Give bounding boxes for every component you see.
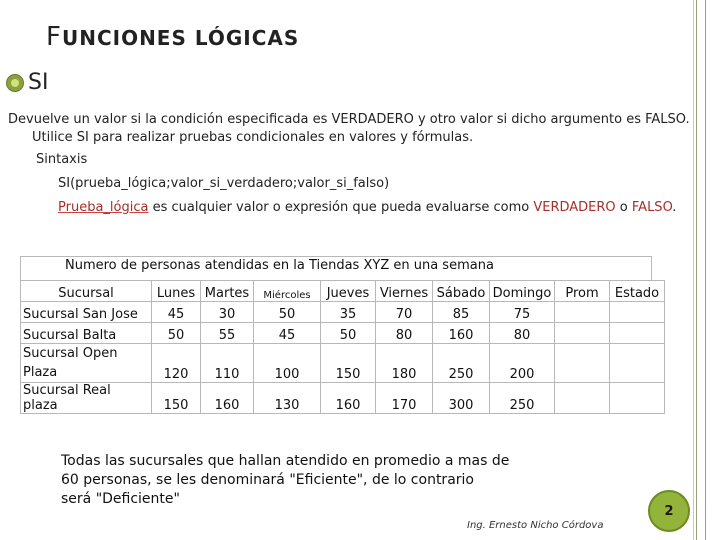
header-cell: Martes bbox=[201, 281, 254, 302]
table-cell: 160 bbox=[433, 323, 490, 344]
table-row bbox=[21, 323, 665, 344]
table-cell: 30 bbox=[201, 302, 254, 323]
decorative-right-line bbox=[693, 0, 694, 540]
header-cell: Sucursal bbox=[21, 281, 152, 302]
row-name: Sucursal Real plaza bbox=[21, 383, 152, 414]
table-cell: 150 bbox=[152, 383, 201, 414]
table-cell: 45 bbox=[254, 323, 321, 344]
section-heading: SI bbox=[28, 70, 49, 95]
table-cell: 250 bbox=[490, 383, 555, 414]
table-cell: 100 bbox=[254, 344, 321, 383]
syntax-formula: SI(prueba_lógica;valor_si_verdadero;valor_si_falso) bbox=[58, 176, 390, 191]
table-cell: 150 bbox=[321, 344, 376, 383]
table-cell: 110 bbox=[201, 344, 254, 383]
prom-cell bbox=[555, 323, 610, 344]
header-cell: Domingo bbox=[490, 281, 555, 302]
table-cell: 50 bbox=[321, 323, 376, 344]
table-header-row bbox=[21, 281, 665, 302]
table-cell: 45 bbox=[152, 302, 201, 323]
table-row bbox=[21, 344, 665, 383]
row-name: Sucursal Balta bbox=[21, 323, 152, 344]
table-cell: 35 bbox=[321, 302, 376, 323]
instruction-note: Todas las sucursales que hallan atendido en promedio a mas de 60 personas, se les denominará "Eficiente", de lo contrario será "Deficiente" bbox=[61, 453, 510, 507]
table-cell: 75 bbox=[490, 302, 555, 323]
header-cell: Lunes bbox=[152, 281, 201, 302]
header-cell: Sábado bbox=[433, 281, 490, 302]
true-word: VERDADERO bbox=[533, 200, 616, 215]
syntax-label: Sintaxis bbox=[36, 152, 88, 167]
prom-cell bbox=[555, 302, 610, 323]
row-name: Sucursal San Jose bbox=[21, 302, 152, 323]
header-cell: Jueves bbox=[321, 281, 376, 302]
table-row bbox=[21, 302, 665, 323]
page-title: FUNCIONES LÓGICAS bbox=[46, 22, 300, 52]
table-cell: 80 bbox=[376, 323, 433, 344]
estado-cell bbox=[610, 302, 665, 323]
bullet-circle-icon bbox=[6, 74, 24, 92]
table-cell: 130 bbox=[254, 383, 321, 414]
false-word: FALSO bbox=[631, 200, 673, 215]
table-cell: 160 bbox=[201, 383, 254, 414]
estado-cell bbox=[610, 344, 665, 383]
estado-cell bbox=[610, 323, 665, 344]
definition-term: Prueba_lógica bbox=[58, 200, 149, 215]
table-cell: 55 bbox=[201, 323, 254, 344]
table-cell: 180 bbox=[376, 344, 433, 383]
table-cell: 160 bbox=[321, 383, 376, 414]
definition: Prueba_lógica es cualquier valor o expresión que pueda evaluarse como VERDADERO o FALSO. bbox=[58, 200, 677, 215]
decorative-right-border bbox=[696, 0, 706, 540]
prom-cell bbox=[555, 344, 610, 383]
table-cell: 120 bbox=[152, 344, 201, 383]
table-cell: 50 bbox=[152, 323, 201, 344]
table-cell: 200 bbox=[490, 344, 555, 383]
header-cell: Viernes bbox=[376, 281, 433, 302]
table-cell: 70 bbox=[376, 302, 433, 323]
table-cell: 250 bbox=[433, 344, 490, 383]
row-name: Sucursal Open Plaza bbox=[21, 344, 152, 383]
header-cell: Miércoles bbox=[254, 281, 321, 302]
table-row bbox=[21, 383, 665, 414]
page-number: 2 bbox=[648, 490, 690, 532]
prom-cell bbox=[555, 383, 610, 414]
description-line-1: Devuelve un valor si la condición especificada es VERDADERO y otro valor si dicho argumento es FALSO. bbox=[8, 112, 690, 127]
table-cell: 170 bbox=[376, 383, 433, 414]
table-cell: 85 bbox=[433, 302, 490, 323]
table-cell: 300 bbox=[433, 383, 490, 414]
section-bullet bbox=[6, 70, 48, 95]
estado-cell bbox=[610, 383, 665, 414]
table-cell: 80 bbox=[490, 323, 555, 344]
data-table bbox=[20, 280, 665, 414]
table-title: Numero de personas atendidas en la Tiendas XYZ en una semana bbox=[65, 258, 494, 273]
header-cell: Estado bbox=[610, 281, 665, 302]
description-line-2: Utilice SI para realizar pruebas condicionales en valores y fórmulas. bbox=[32, 130, 474, 145]
author-credit: Ing. Ernesto Nicho Córdova bbox=[467, 520, 604, 531]
table-cell: 50 bbox=[254, 302, 321, 323]
header-cell: Prom bbox=[555, 281, 610, 302]
